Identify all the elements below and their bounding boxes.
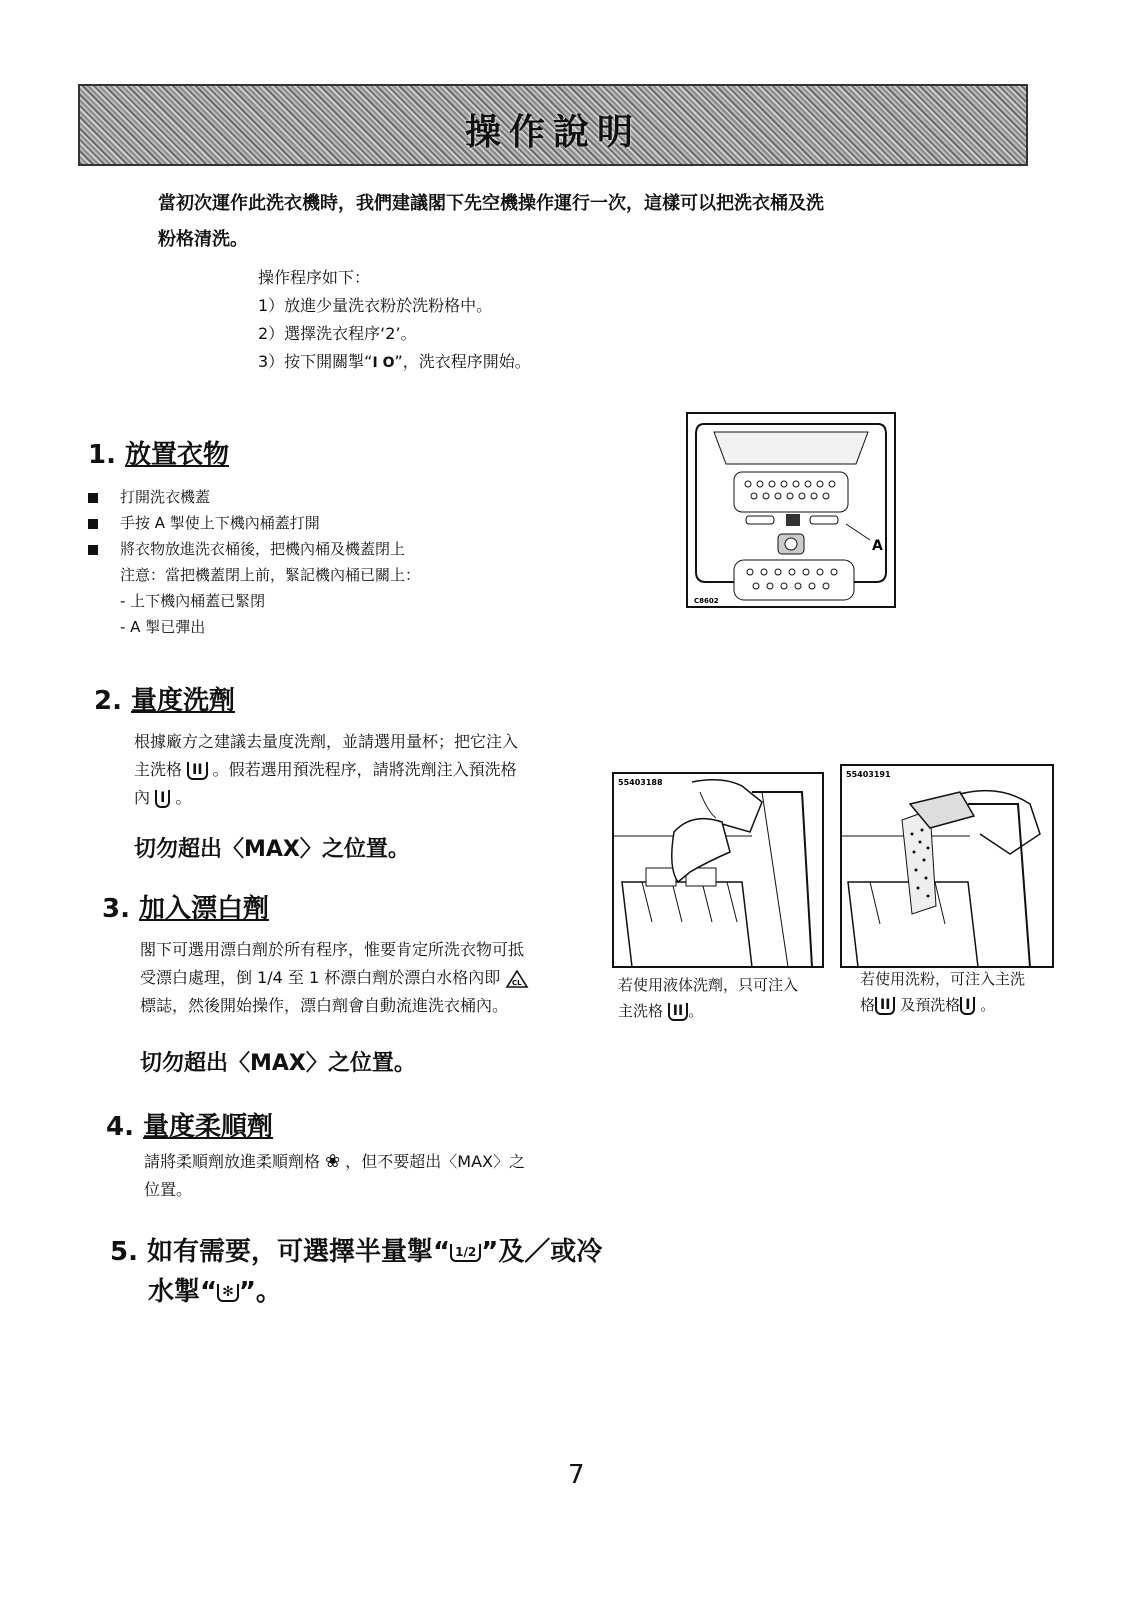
section-2-number: 2. [94,686,122,716]
section-5-number: 5. [110,1237,138,1267]
half-load-button-icon: 1/2 [450,1244,481,1262]
main-wash-compartment-icon: II [875,997,895,1015]
note-text: 注意：當把機蓋閉上前，緊記機內桶已關上： [120,566,421,584]
section-3-text [140,936,529,1020]
main-wash-compartment-icon: II [668,1003,688,1021]
section-3-line-2 [140,964,529,992]
section-2-line-2 [134,756,518,784]
bleach-triangle-icon [505,969,529,989]
section-2-line-1: 根據廠方之建議去量度洗劑，並請選用量杯；把它注入 [134,732,519,751]
procedure-step-2: 2）選擇洗衣程序‘2’。 [258,324,417,343]
section-5-line-2-post: ”。 [238,1277,282,1307]
page-title: 操作說明 [464,112,641,153]
header-banner [78,84,1028,166]
section-3-line-3: 標誌，然後開始操作，漂白劑會自動流進洗衣桶內。 [140,996,509,1015]
section-5-line-1-post: ”及／或冷 [481,1237,603,1267]
bleach-icon-label: CL [512,978,522,987]
bullet-text: 打開洗衣機蓋 [120,488,211,506]
section-4-line-2: 位置。 [144,1180,193,1199]
note-item-1: - 上下機內桶蓋已緊閉 [120,592,266,610]
section-4-text [144,1148,525,1204]
powder-figure-caption [860,966,1025,1018]
procedure-step-3-post: ”，洗衣程序開始。 [394,352,531,371]
section-1-heading [88,434,229,471]
liquid-figure-caption [618,972,798,1024]
intro-line-2: 粉格清洗。 [158,229,248,250]
section-5 [110,1232,602,1312]
powder-caption-line-1: 若使用洗粉，可注入主洗 [860,970,1026,988]
section-4-number: 4. [106,1112,134,1142]
machine-top-figure [686,412,896,608]
power-switch-icon: I O [372,355,395,371]
section-2-title: 量度洗劑 [131,686,236,716]
bullet-square-icon [88,545,98,555]
section-2-line-3-pre: 內 [134,788,151,807]
figure-code: 55403191 [846,770,891,779]
main-wash-compartment-icon: II [187,762,207,780]
section-3-number: 3. [102,894,130,924]
section-4-title: 量度柔順劑 [143,1112,274,1142]
section-2-line-2-pre: 主洗格 [134,760,183,779]
powder-detergent-figure [840,764,1054,968]
procedure-title: 操作程序如下： [258,268,371,287]
liquid-detergent-figure [612,772,824,968]
section-2-line-2-post: 。假若選用預洗程序，請將洗劑注入預洗格 [212,760,517,779]
page-number: 7 [568,1460,585,1490]
section-5-line-2 [110,1272,602,1312]
powder-caption-line-2-pre: 格 [860,996,876,1014]
note-item-2: - A 掣已彈出 [120,618,206,636]
liquid-caption-line-2-pre: 主洗格 [618,1002,664,1020]
section-2-line-3-post: 。 [175,788,192,807]
procedure-step-3-pre: 3）按下開關掣“ [258,352,373,371]
intro-line-1: 當初次運作此洗衣機時，我們建議閣下先空機操作運行一次，這樣可以把洗衣桶及洗 [158,193,824,214]
liquid-caption-line-1: 若使用液体洗劑，只可注入 [618,976,799,994]
bullet-square-icon [88,493,98,503]
liquid-caption-line-2 [618,998,798,1024]
section-4-line-1-pre: 請將柔順劑放進柔順劑格 [144,1152,321,1171]
bullet-text: 手按 A 掣使上下機內桶蓋打開 [120,514,320,532]
section-3-warning: 切勿超出〈MAX〉之位置。 [140,1051,416,1076]
section-1-list [88,484,420,640]
figure-code: 55403188 [618,778,663,787]
section-4-heading [106,1106,273,1143]
powder-caption-line-2-mid: 及預洗格 [900,996,961,1014]
list-item [88,484,420,510]
section-4-line-1 [144,1148,525,1176]
figure-code: C8602 [694,597,719,605]
powder-caption-line-2 [860,992,1025,1018]
bullet-square-icon [88,519,98,529]
procedure-list [258,264,531,377]
section-5-line-2-pre: 水掣“ [148,1277,218,1307]
section-5-line-1-pre: 如有需要，可選擇半量掣“ [147,1237,451,1267]
section-2-line-3 [134,784,518,812]
list-item [88,536,420,562]
section-2-text [134,728,518,812]
prewash-compartment-icon: I [960,997,975,1015]
prewash-compartment-icon: I [155,790,170,808]
procedure-step-1: 1）放進少量洗衣粉於洗粉格中。 [258,296,493,315]
section-3-line-2-pre: 受漂白處理，倒 1/4 至 1 杯漂白劑於漂白水格內即 [140,968,501,987]
section-3-heading [102,888,269,925]
cold-water-button-icon: ✻ [217,1284,239,1302]
intro-paragraph [158,186,824,258]
figure-label-a: A [872,538,883,554]
softener-flower-icon: ❀ [325,1151,341,1172]
section-5-line-1 [110,1232,602,1272]
section-2-heading [94,680,235,717]
section-2-warning: 切勿超出〈MAX〉之位置。 [134,837,410,862]
list-item [88,510,420,536]
procedure-step-3 [258,348,531,377]
section-4-line-1-post: ，但不要超出〈MAX〉之 [345,1152,526,1171]
section-1-title: 放置衣物 [125,440,230,470]
section-1-number: 1. [88,440,116,470]
bullet-text: 將衣物放進洗衣桶後，把機內桶及機蓋閉上 [120,540,406,558]
section-3-title: 加入漂白劑 [139,894,270,924]
liquid-caption-line-2-post: 。 [688,1002,704,1020]
powder-caption-line-2-post: 。 [980,996,996,1014]
section-3-line-1: 閣下可選用漂白劑於所有程序，惟要肯定所洗衣物可抵 [140,940,525,959]
